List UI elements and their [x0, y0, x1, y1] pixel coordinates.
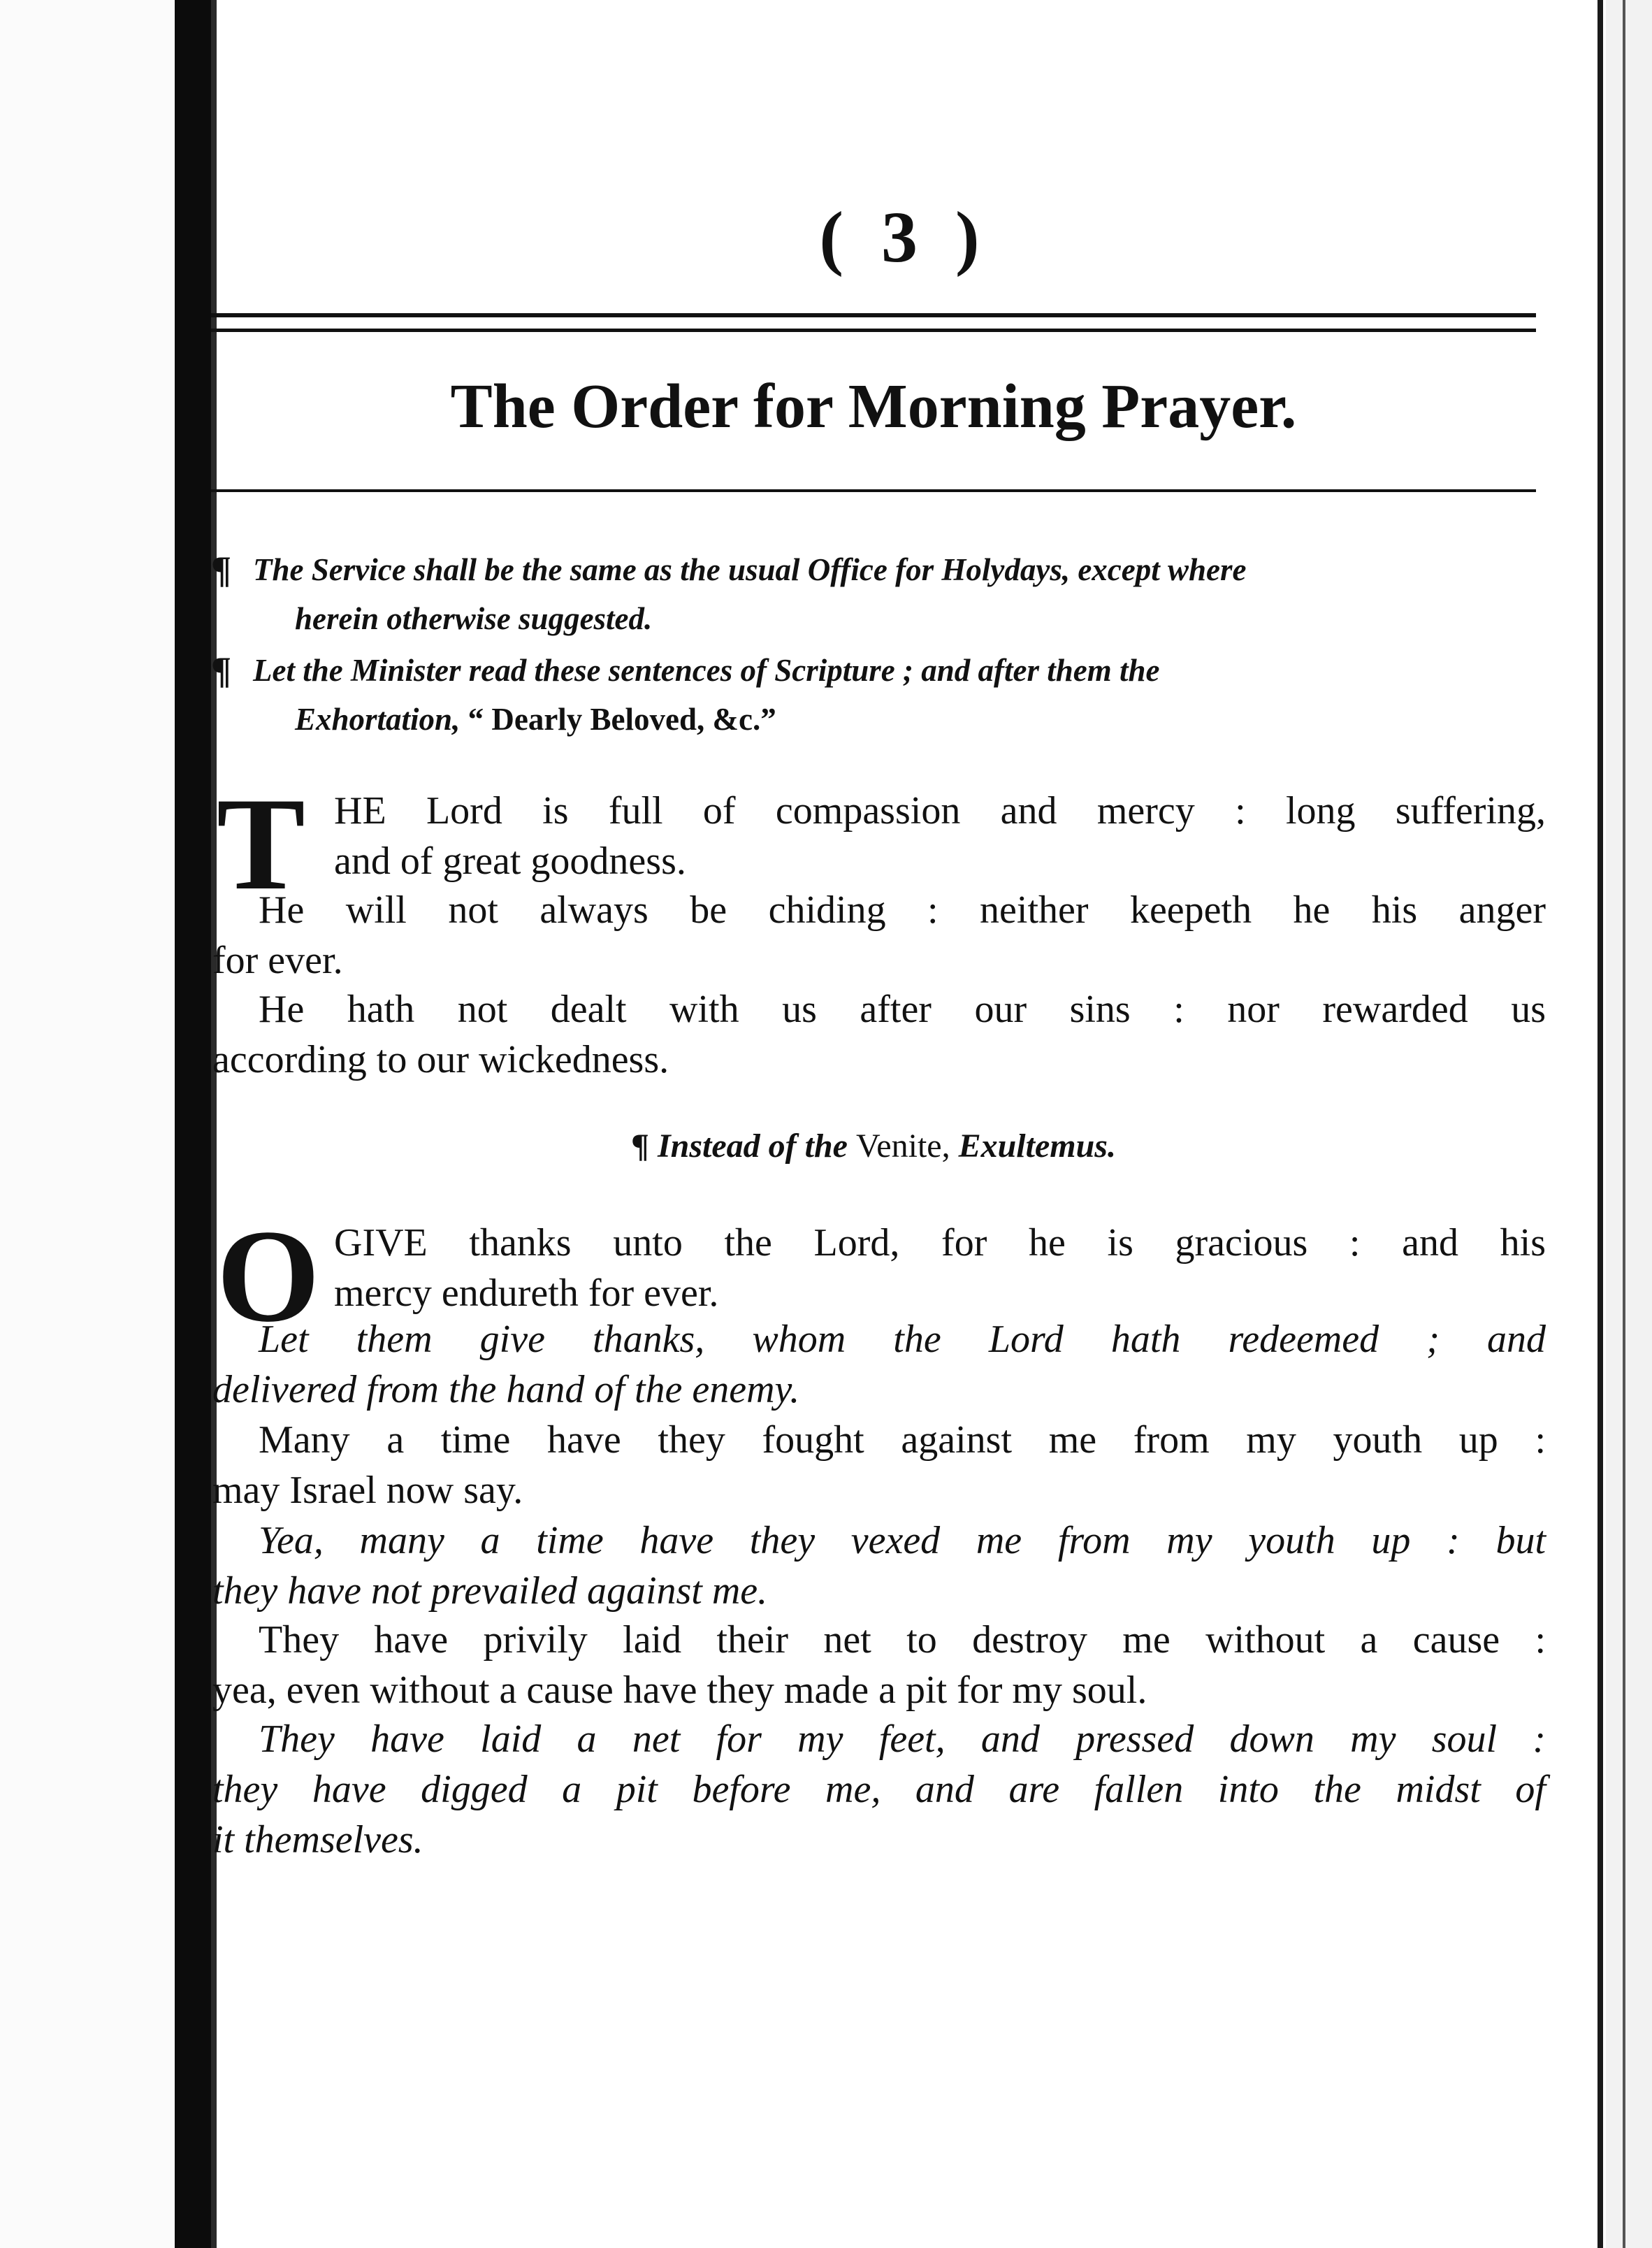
verse-line: They have privily laid their net to destroy me without a cause : [259, 1618, 1546, 1662]
verse-not-dealt [212, 984, 1546, 1085]
binding-gutter [175, 0, 211, 2248]
drop-cap-letter: T [217, 771, 305, 918]
pilcrow-icon: ¶ [211, 549, 232, 591]
page-number: ( 3 ) [819, 197, 990, 278]
rubric-line [211, 695, 1546, 744]
book-page [211, 0, 1597, 2248]
rubric-exhortation: Exhortation, [295, 702, 461, 737]
venite-rubric [211, 1127, 1536, 1165]
verse-line: They have laid a net for my feet, and pressed down my soul : [259, 1717, 1546, 1761]
verse-line: they have digged a pit before me, and are fallen into the midst of [212, 1768, 1546, 1811]
verse-line: and of great goodness. [334, 840, 686, 883]
verse-give-thanks [212, 1314, 1546, 1415]
verse-line: He hath not dealt with us after our sins : nor rewarded us [259, 988, 1546, 1031]
title-rule [211, 489, 1536, 492]
page-edge-margin [1606, 0, 1652, 2248]
verse-many-a-time [212, 1415, 1546, 1515]
canticle-name: Venite, [855, 1127, 950, 1165]
page-title: The Order for Morning Prayer. [450, 372, 1297, 441]
verse-line: HE Lord is full of compassion and mercy : long suffering, [334, 789, 1546, 833]
page-edge [1597, 0, 1603, 2248]
verse-line: GIVE thanks unto the Lord, for he is gracious : and his [334, 1221, 1546, 1264]
pilcrow-icon: ¶ [631, 1127, 649, 1165]
pilcrow-icon: ¶ [211, 649, 232, 691]
rubric-minister [211, 646, 1546, 744]
rubric-line: herein otherwise suggested. [295, 601, 653, 636]
page-edge-line [1623, 0, 1625, 2248]
verse-line: Yea, many a time have they vexed me from my youth up : but [259, 1519, 1546, 1562]
verse-privily [212, 1615, 1546, 1715]
verse-line: they have not prevailed against me. [212, 1569, 768, 1613]
canticle-substitute: Exultemus. [958, 1127, 1116, 1165]
verse-line: mercy endureth for ever. [334, 1271, 719, 1315]
rubric-line: The Service shall be the same as the usual Office for Holydays, except where [253, 552, 1247, 587]
verse-laid-net [212, 1714, 1546, 1865]
verse-line: it themselves. [212, 1818, 423, 1861]
verse-line: Many a time have they fought against me from my youth up : [259, 1418, 1546, 1462]
verse-line: yea, even without a cause have they made a pit for my soul. [212, 1669, 1147, 1712]
rubric-text: Instead of the [657, 1127, 848, 1165]
facing-page-margin [0, 0, 173, 2248]
rubric-service [211, 545, 1546, 643]
verse-line: delivered from the hand of the enemy. [212, 1368, 800, 1411]
drop-cap-letter: O [217, 1203, 320, 1350]
verse-line: may Israel now say. [212, 1469, 523, 1512]
verse-not-chiding [212, 885, 1546, 986]
verse-line: for ever. [212, 939, 343, 982]
header-rule-thick [211, 313, 1536, 317]
verse-vexed [212, 1515, 1546, 1616]
verse-line: He will not always be chiding : neither keepeth he his anger [259, 888, 1546, 932]
rubric-quote: “ Dearly Beloved, &c.” [468, 702, 776, 737]
verse-line: Let them give thanks, whom the Lord hath redeemed ; and [259, 1318, 1546, 1361]
header-rule-thin [211, 329, 1536, 332]
rubric-line: Let the Minister read these sentences of Scripture ; and after them the [253, 653, 1160, 688]
verse-line: according to our wickedness. [212, 1038, 669, 1081]
